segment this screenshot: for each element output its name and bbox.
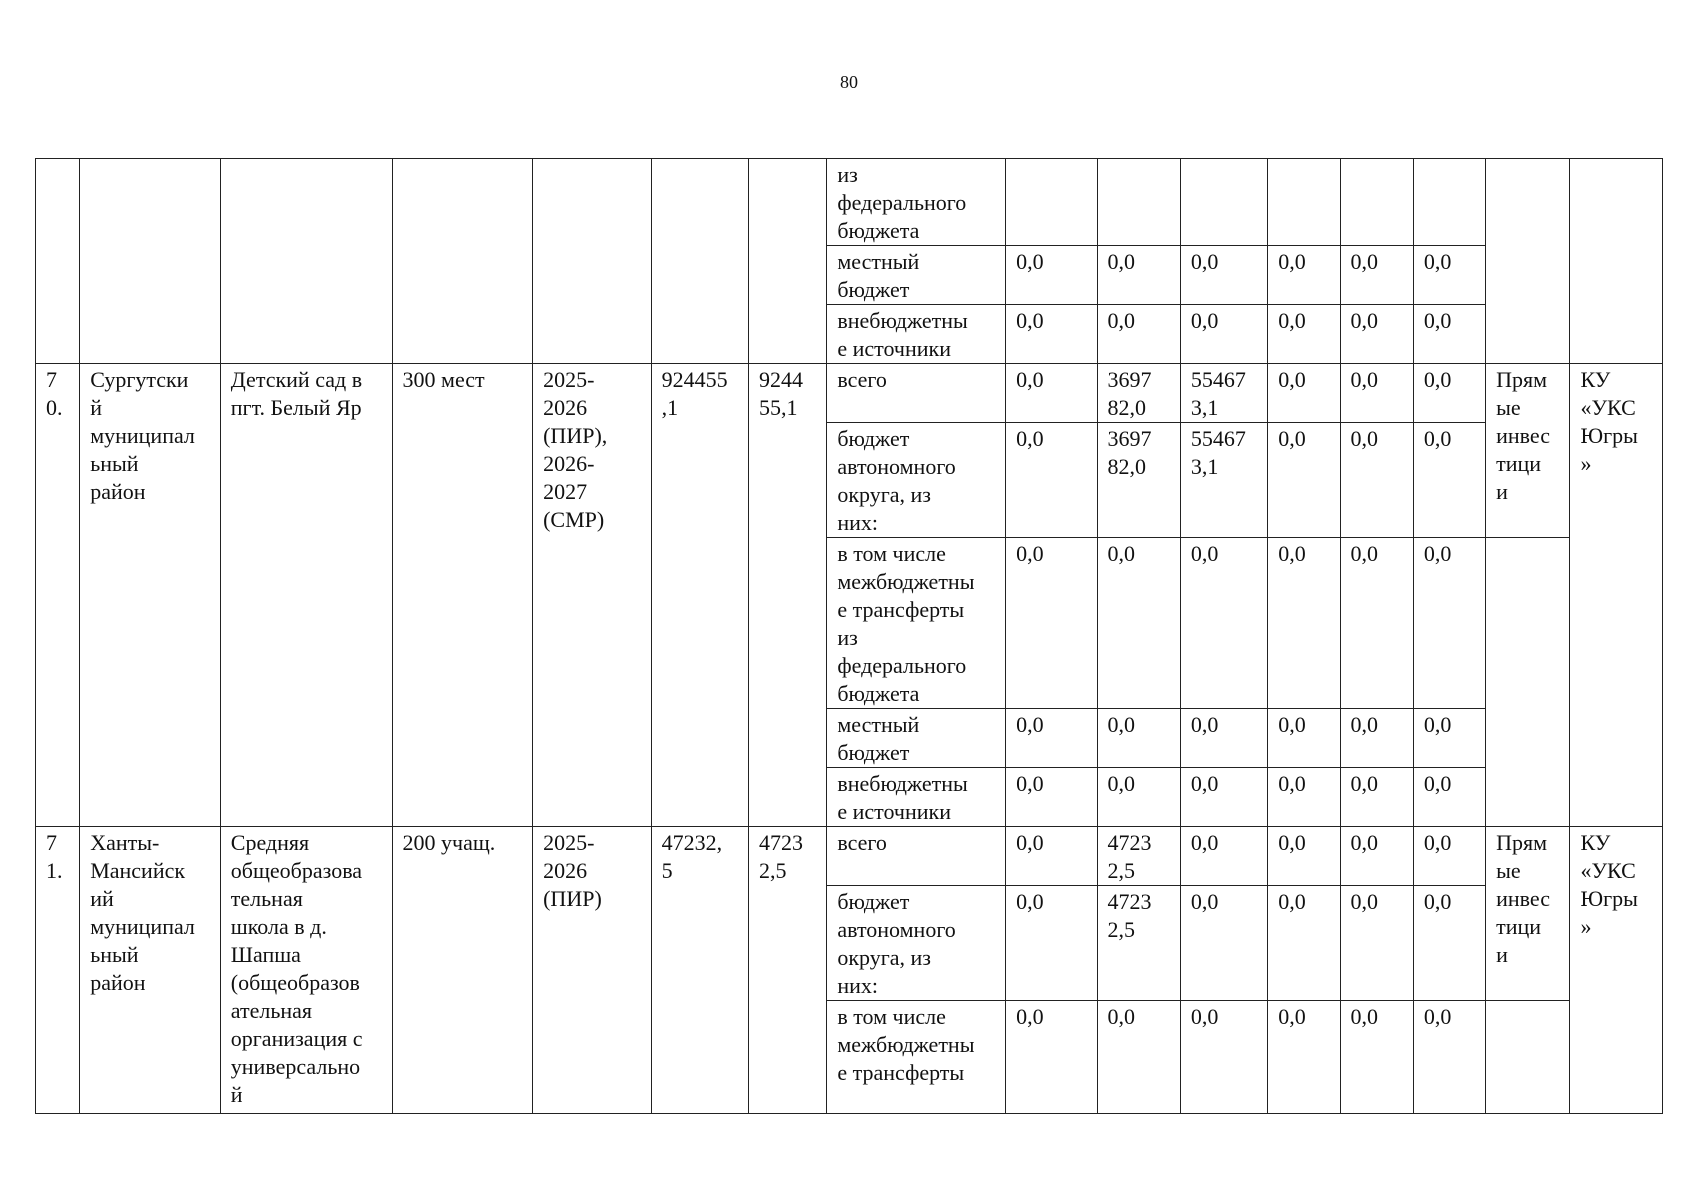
value-cell: 0,0: [1268, 246, 1340, 305]
value-cell: 0,0: [1097, 709, 1180, 768]
value-cell: 0,0: [1006, 538, 1097, 709]
value-cell: 0,0: [1180, 827, 1267, 886]
value-cell: 0,0: [1097, 768, 1180, 827]
object-name-cell: [220, 159, 392, 364]
value-cell: [1180, 159, 1267, 246]
fund-source-cell: из федерального бюджета: [827, 159, 1006, 246]
value-cell: 0,0: [1180, 709, 1267, 768]
value-cell: 0,0: [1413, 827, 1485, 886]
value-cell: 0,0: [1006, 423, 1097, 538]
value-cell: 0,0: [1180, 305, 1267, 364]
value-cell: [1097, 159, 1180, 246]
municipality-cell: Сургутски й муниципал ьный район: [80, 364, 221, 827]
fund-source-cell: бюджет автономного округа, из них:: [827, 886, 1006, 1001]
fund-source-cell: местный бюджет: [827, 709, 1006, 768]
value-cell: 0,0: [1340, 768, 1413, 827]
value-cell: 0,0: [1180, 1001, 1267, 1114]
value-cell: 0,0: [1006, 305, 1097, 364]
value-cell: 0,0: [1340, 827, 1413, 886]
cost-remaining-cell: [749, 159, 827, 364]
period-cell: [533, 159, 652, 364]
capacity-cell: [392, 159, 533, 364]
value-cell: [1413, 159, 1485, 246]
value-cell: 0,0: [1268, 305, 1340, 364]
municipality-cell: Ханты- Мансийск ий муниципал ьный район: [80, 827, 221, 1114]
value-cell: 0,0: [1340, 709, 1413, 768]
object-name-cell: Средняя общеобразова тельная школа в д. Шапша (общеобразов ательная организация с универсально й: [220, 827, 392, 1114]
investment-type-cell: Прям ые инвес тици и: [1486, 364, 1570, 538]
num-cell: 7 1.: [36, 827, 80, 1114]
value-cell: 0,0: [1268, 709, 1340, 768]
value-cell: 0,0: [1268, 827, 1340, 886]
value-cell: 0,0: [1268, 538, 1340, 709]
value-cell: 0,0: [1006, 1001, 1097, 1114]
cost-remaining-cell: 4723 2,5: [749, 827, 827, 1114]
value-cell: 55467 3,1: [1180, 364, 1267, 423]
value-cell: 0,0: [1413, 538, 1485, 709]
value-cell: 0,0: [1180, 538, 1267, 709]
customer-cell: [1570, 159, 1663, 364]
value-cell: 4723 2,5: [1097, 827, 1180, 886]
value-cell: 0,0: [1006, 246, 1097, 305]
value-cell: 0,0: [1340, 1001, 1413, 1114]
value-cell: [1268, 159, 1340, 246]
value-cell: 0,0: [1413, 305, 1485, 364]
value-cell: 0,0: [1413, 1001, 1485, 1114]
cost-total-cell: [651, 159, 748, 364]
object-name-cell: Детский сад в пгт. Белый Яр: [220, 364, 392, 827]
fund-source-cell: в том числе межбюджетны е трансферты: [827, 1001, 1006, 1114]
cost-total-cell: 47232, 5: [651, 827, 748, 1114]
value-cell: 0,0: [1006, 364, 1097, 423]
table-row: [36, 827, 1663, 886]
table-row: [36, 364, 1663, 423]
fund-source-cell: внебюджетны е источники: [827, 768, 1006, 827]
customer-cell: КУ «УКС Югры »: [1570, 827, 1663, 1114]
fund-source-cell: местный бюджет: [827, 246, 1006, 305]
value-cell: 0,0: [1340, 305, 1413, 364]
value-cell: 0,0: [1268, 886, 1340, 1001]
capacity-cell: 300 мест: [392, 364, 533, 827]
num-cell: 7 0.: [36, 364, 80, 827]
value-cell: 0,0: [1006, 768, 1097, 827]
value-cell: 0,0: [1097, 246, 1180, 305]
value-cell: 0,0: [1413, 246, 1485, 305]
value-cell: 0,0: [1413, 709, 1485, 768]
value-cell: 3697 82,0: [1097, 364, 1180, 423]
period-cell: 2025- 2026 (ПИР), 2026- 2027 (СМР): [533, 364, 652, 827]
table-row: [36, 159, 1663, 246]
value-cell: 0,0: [1340, 423, 1413, 538]
value-cell: 0,0: [1413, 886, 1485, 1001]
value-cell: 0,0: [1180, 246, 1267, 305]
value-cell: 0,0: [1268, 768, 1340, 827]
value-cell: [1340, 159, 1413, 246]
num-cell: [36, 159, 80, 364]
value-cell: 0,0: [1268, 1001, 1340, 1114]
value-cell: 0,0: [1097, 1001, 1180, 1114]
investment-type-cell: [1486, 159, 1570, 364]
value-cell: 0,0: [1180, 768, 1267, 827]
fund-source-cell: внебюджетны е источники: [827, 305, 1006, 364]
value-cell: [1006, 159, 1097, 246]
investment-type-cell: [1486, 538, 1570, 827]
value-cell: 0,0: [1340, 246, 1413, 305]
capacity-cell: 200 учащ.: [392, 827, 533, 1114]
fund-source-cell: бюджет автономного округа, из них:: [827, 423, 1006, 538]
investment-type-cell: Прям ые инвес тици и: [1486, 827, 1570, 1001]
fund-source-cell: всего: [827, 827, 1006, 886]
value-cell: 0,0: [1097, 538, 1180, 709]
value-cell: 0,0: [1097, 305, 1180, 364]
period-cell: 2025- 2026 (ПИР): [533, 827, 652, 1114]
value-cell: 0,0: [1340, 886, 1413, 1001]
value-cell: 0,0: [1180, 886, 1267, 1001]
value-cell: 0,0: [1006, 886, 1097, 1001]
cost-remaining-cell: 9244 55,1: [749, 364, 827, 827]
value-cell: 3697 82,0: [1097, 423, 1180, 538]
investment-type-cell: [1486, 1001, 1570, 1114]
value-cell: 0,0: [1340, 364, 1413, 423]
cost-total-cell: 924455 ,1: [651, 364, 748, 827]
fund-source-cell: всего: [827, 364, 1006, 423]
value-cell: 0,0: [1413, 423, 1485, 538]
page-number: 80: [840, 72, 858, 92]
value-cell: 0,0: [1006, 827, 1097, 886]
fund-source-cell: в том числе межбюджетны е трансферты из федерального бюджета: [827, 538, 1006, 709]
investment-objects-table: [35, 158, 1663, 1114]
customer-cell: КУ «УКС Югры »: [1570, 364, 1663, 827]
municipality-cell: [80, 159, 221, 364]
value-cell: 0,0: [1413, 364, 1485, 423]
value-cell: 55467 3,1: [1180, 423, 1267, 538]
value-cell: 4723 2,5: [1097, 886, 1180, 1001]
table-body: [36, 159, 1663, 1114]
value-cell: 0,0: [1340, 538, 1413, 709]
value-cell: 0,0: [1413, 768, 1485, 827]
value-cell: 0,0: [1268, 364, 1340, 423]
value-cell: 0,0: [1006, 709, 1097, 768]
value-cell: 0,0: [1268, 423, 1340, 538]
